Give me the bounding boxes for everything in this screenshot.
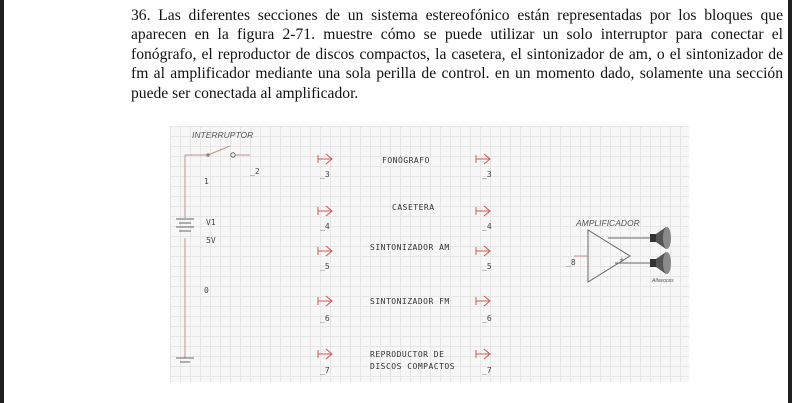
svg-text:+: + xyxy=(619,256,625,264)
block-casetera: CASETERA xyxy=(392,203,435,212)
node-6-left: _6 xyxy=(320,314,330,323)
block-reproductor: REPRODUCTOR DE xyxy=(370,350,445,359)
speaker-bottom xyxy=(650,252,671,274)
node-0-label: 0 xyxy=(204,286,209,295)
block-connectors xyxy=(318,154,490,359)
node-4-right: _4 xyxy=(482,222,492,231)
switch-contact-b xyxy=(231,153,235,157)
node-4-left: _4 xyxy=(320,222,330,231)
figure-2-71 xyxy=(170,126,689,382)
block-sintonizador-fm: SINTONIZADOR FM xyxy=(370,297,450,306)
block-reproductor-line2: DISCOS COMPACTOS xyxy=(370,362,456,371)
left-border xyxy=(0,0,4,403)
problem-statement xyxy=(131,6,783,103)
problem-text: Las diferentes secciones de un sistema estereofónico están representadas por los bloques que aparecen en la figura 2-71. muestre cómo se puede utilizar un solo interruptor para conectar el fonógrafo, el reproductor de discos compactos, la casetera, el sintonizador de am, o el sintonizador de fm al amplificador mediante una sola perilla de control. en un momento dado, solamente una sección puede ser conectada al amplificador. xyxy=(131,7,784,102)
switch-label: INTERRUPTOR xyxy=(192,130,254,140)
node-6-right: _6 xyxy=(482,314,492,323)
block-sintonizador-am: SINTONIZADOR AM xyxy=(370,243,450,252)
node-3-right: _3 xyxy=(482,170,492,179)
amplifier-label: AMPLIFICADOR xyxy=(576,218,640,228)
block-fonografo: FONÓGRAFO xyxy=(382,156,430,165)
node-1-label: 1 xyxy=(204,177,209,186)
source-name-label: V1 xyxy=(206,218,216,227)
switch-node-label: _2 xyxy=(250,167,260,176)
node-7-right: _7 xyxy=(482,366,492,375)
problem-number: 36. xyxy=(131,7,151,24)
node-3-left: _3 xyxy=(320,170,330,179)
amplifier-node-label: _8 xyxy=(566,258,576,267)
node-5-left: _5 xyxy=(320,262,330,271)
speakers-label: Altavoces xyxy=(652,278,674,284)
source-value-label: 5V xyxy=(206,236,216,245)
switch-contact-a xyxy=(206,153,210,157)
amplifier-symbol xyxy=(574,230,650,282)
node-7-left: _7 xyxy=(320,366,330,375)
right-border xyxy=(788,0,792,403)
node-5-right: _5 xyxy=(482,262,492,271)
speaker-top xyxy=(650,227,671,249)
